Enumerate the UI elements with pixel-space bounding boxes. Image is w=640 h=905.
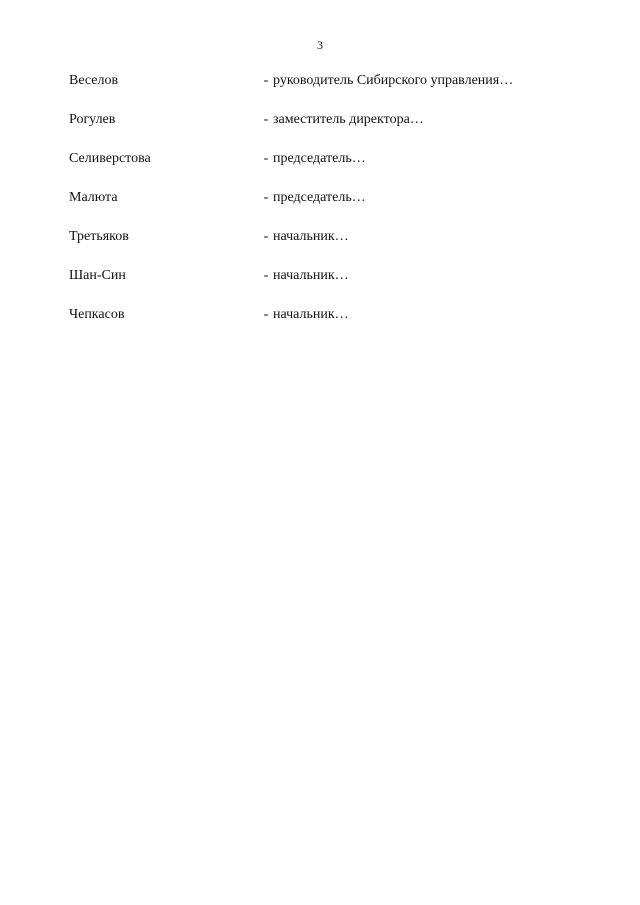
person-role: начальник… (273, 268, 349, 283)
dash: - (263, 229, 269, 244)
person-name: Шан-Син (69, 268, 126, 283)
list-item (69, 228, 587, 245)
page-number: 3 (317, 38, 323, 52)
dash: - (263, 73, 269, 88)
dash: - (263, 190, 269, 205)
list-item (69, 111, 587, 128)
list-item (69, 267, 587, 284)
dash: - (263, 268, 269, 283)
person-role: руководитель Сибирского управления… (273, 73, 514, 88)
person-role: начальник… (273, 229, 349, 244)
person-role: заместитель директора… (273, 112, 424, 127)
person-name: Третьяков (69, 229, 129, 244)
person-role: председатель… (273, 190, 366, 205)
person-name: Рогулев (69, 112, 116, 127)
dash: - (263, 307, 269, 322)
list-item (69, 189, 587, 206)
person-role: председатель… (273, 151, 366, 166)
list-item (69, 306, 587, 323)
member-list (69, 72, 587, 345)
list-item (69, 150, 587, 167)
dash: - (263, 151, 269, 166)
list-item (69, 72, 587, 89)
dash: - (263, 112, 269, 127)
person-name: Селиверстова (69, 151, 151, 166)
person-name: Малюта (69, 190, 118, 205)
person-role: начальник… (273, 307, 349, 322)
person-name: Веселов (69, 73, 119, 88)
person-name: Чепкасов (69, 307, 125, 322)
